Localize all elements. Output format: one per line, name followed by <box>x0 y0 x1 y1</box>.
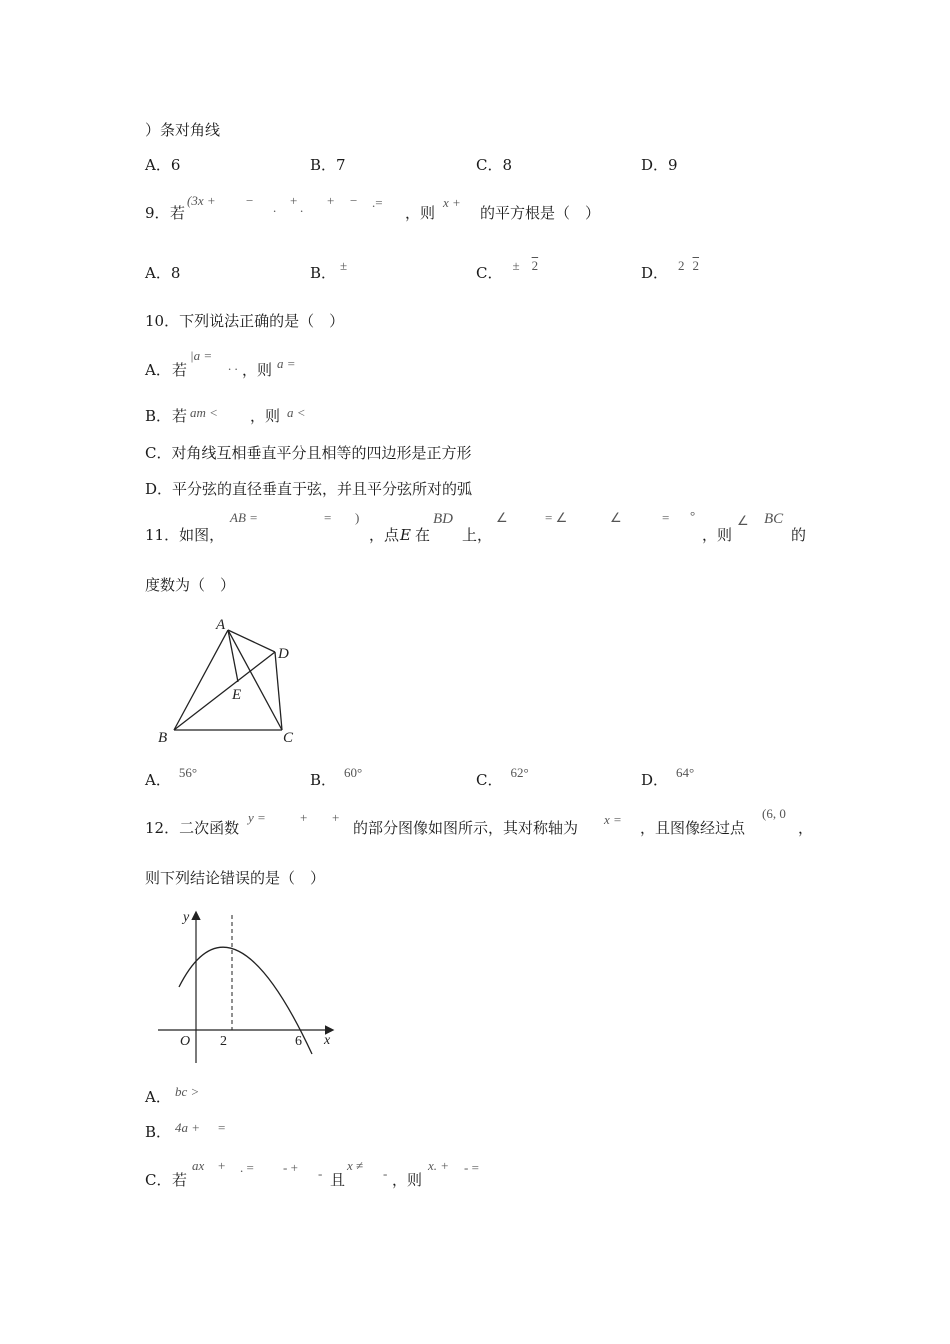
q12-number: 12．二次函数 <box>145 819 240 837</box>
q9-formula-frag: − <box>350 193 358 208</box>
q11-option-d[interactable]: D． 64° <box>641 765 695 789</box>
q8-option-d[interactable]: D．9 <box>641 156 678 174</box>
label-b: B <box>158 730 168 746</box>
q9-option-a[interactable]: A．8 <box>145 264 181 282</box>
q9-option-c[interactable]: C． ± 2 <box>476 258 539 282</box>
label-a: A <box>216 617 226 633</box>
label-c: C <box>283 730 294 746</box>
q12-parabola-graph <box>150 905 350 1065</box>
label-e: E <box>232 687 242 703</box>
q11-line2: 度数为（ ） <box>145 576 236 594</box>
q9-formula-frag: + <box>290 193 298 208</box>
q11-option-a[interactable]: A． 56° <box>145 765 198 789</box>
q9-formula-frag: + <box>327 193 335 208</box>
q9-formula-frag: (3x + <box>187 193 216 208</box>
q9-text-then: ，则 <box>405 204 436 222</box>
q8-option-b[interactable]: B．7 <box>310 156 346 174</box>
label-d: D <box>278 646 289 662</box>
q9-formula-frag: . <box>300 200 304 215</box>
q9-option-b[interactable]: B． ± <box>310 258 348 282</box>
q9-option-d[interactable]: D． 2 2 <box>641 258 700 282</box>
tick-2-label: 2 <box>220 1034 227 1049</box>
q8-option-c[interactable]: C．8 <box>476 156 513 174</box>
q8-tail: ）条对角线 <box>145 121 221 139</box>
axis-x-label: x <box>324 1033 331 1048</box>
q10-option-c[interactable]: C．对角线互相垂直平分且相等的四边形是正方形 <box>145 444 472 462</box>
axis-y-label: y <box>183 910 190 925</box>
q10-option-d[interactable]: D．平分弦的直径垂直于弦，并且平分弦所对的弧 <box>145 480 473 498</box>
origin-label: O <box>180 1034 191 1049</box>
q8-option-a[interactable]: A．6 <box>145 156 181 174</box>
tick-6-label: 6 <box>295 1034 302 1049</box>
q9-formula-frag: .= <box>372 195 383 210</box>
q11-number: 11．如图， <box>145 526 225 544</box>
q9-text-question: 的平方根是（ ） <box>480 204 601 222</box>
q12-line2: 则下列结论错误的是（ ） <box>145 869 326 887</box>
q9-number: 9． <box>145 204 170 222</box>
q11-option-c[interactable]: C． 62° <box>476 765 529 789</box>
q10-stem: 10．下列说法正确的是（ ） <box>145 312 345 330</box>
q9-formula-frag: . <box>273 200 277 215</box>
q9-formula-frag: x + <box>443 195 461 210</box>
q9-text-if: 若 <box>170 204 186 222</box>
q9-formula-frag: − <box>246 193 254 208</box>
q11-triangle-figure <box>150 612 310 752</box>
q11-option-b[interactable]: B． 60° <box>310 765 363 789</box>
